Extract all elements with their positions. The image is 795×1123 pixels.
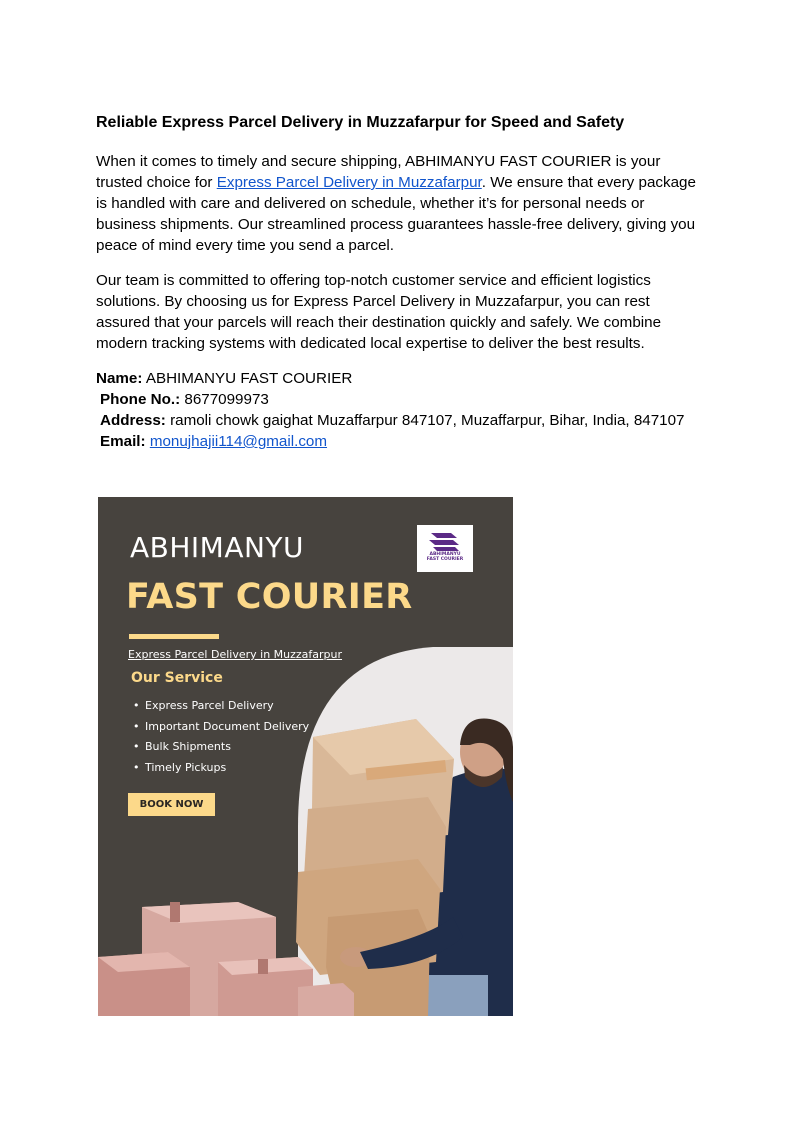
- book-now-button[interactable]: BOOK NOW: [128, 793, 215, 816]
- company-logo: [417, 525, 473, 572]
- name-value: ABHIMANYU FAST COURIER: [142, 370, 353, 387]
- email-label: Email:: [100, 433, 146, 450]
- courier-wings-icon: [417, 525, 473, 572]
- poster-divider: [129, 634, 219, 639]
- service-item: • Timely Pickups: [133, 758, 309, 779]
- name-label: Name:: [96, 370, 143, 387]
- article-paragraph-1: [96, 151, 706, 256]
- phone-value: 8677099973: [180, 391, 269, 408]
- service-list: [133, 696, 309, 778]
- paragraph-1-text-b: . We ensure that every package is handled with care and delivered on schedule, whether it’s for personal needs or business shipments. Our streamlined process guarantees hassle-free delivery, giving you peace of mind every time you send a parcel.: [96, 174, 696, 254]
- service-item: • Important Document Delivery: [133, 717, 309, 738]
- contact-name-row: [96, 368, 706, 389]
- contact-email-row: [96, 431, 706, 452]
- contact-phone-row: [96, 389, 706, 410]
- service-item: • Express Parcel Delivery: [133, 696, 309, 717]
- contact-address-row: [96, 410, 706, 431]
- logo-line-2: FAST COURIER: [426, 557, 464, 562]
- service-heading: Our Service: [131, 670, 223, 686]
- address-value: ramoli chowk gaighat Muzaffarpur 847107, Muzaffarpur, Bihar, India, 847107: [165, 412, 685, 429]
- poster-tagline: Express Parcel Delivery in Muzzafarpur: [128, 648, 343, 661]
- document-body: [96, 112, 706, 452]
- article-title: Reliable Express Parcel Delivery in Muzzafarpur for Speed and Safety: [96, 114, 625, 131]
- poster-brand-main: FAST COURIER: [126, 577, 413, 617]
- email-link[interactable]: monujhajii114@gmail.com: [149, 433, 328, 450]
- service-item: • Bulk Shipments: [133, 737, 309, 758]
- paragraph-1-text-a: When it comes to timely and secure shipping, ABHIMANYU FAST COURIER is your trusted choice for: [96, 153, 661, 191]
- phone-label: Phone No.:: [100, 391, 181, 408]
- logo-line-1: ABHIMANYU: [429, 552, 461, 557]
- poster-brand-top: ABHIMANYU: [130, 531, 305, 564]
- contact-block: [96, 368, 706, 452]
- article-paragraph-2: Our team is committed to offering top-notch customer service and efficient logistics solutions. By choosing us for Express Parcel Delivery in Muzzafarpur, you can rest assured that your parcels will reach their destination quickly and safely. We combine modern tracking systems with dedicated local expertise to deliver the best results.: [96, 272, 662, 352]
- express-parcel-link[interactable]: Express Parcel Delivery in Muzzafarpur: [216, 174, 482, 191]
- address-label: Address:: [100, 412, 166, 429]
- promo-poster: [98, 497, 513, 1016]
